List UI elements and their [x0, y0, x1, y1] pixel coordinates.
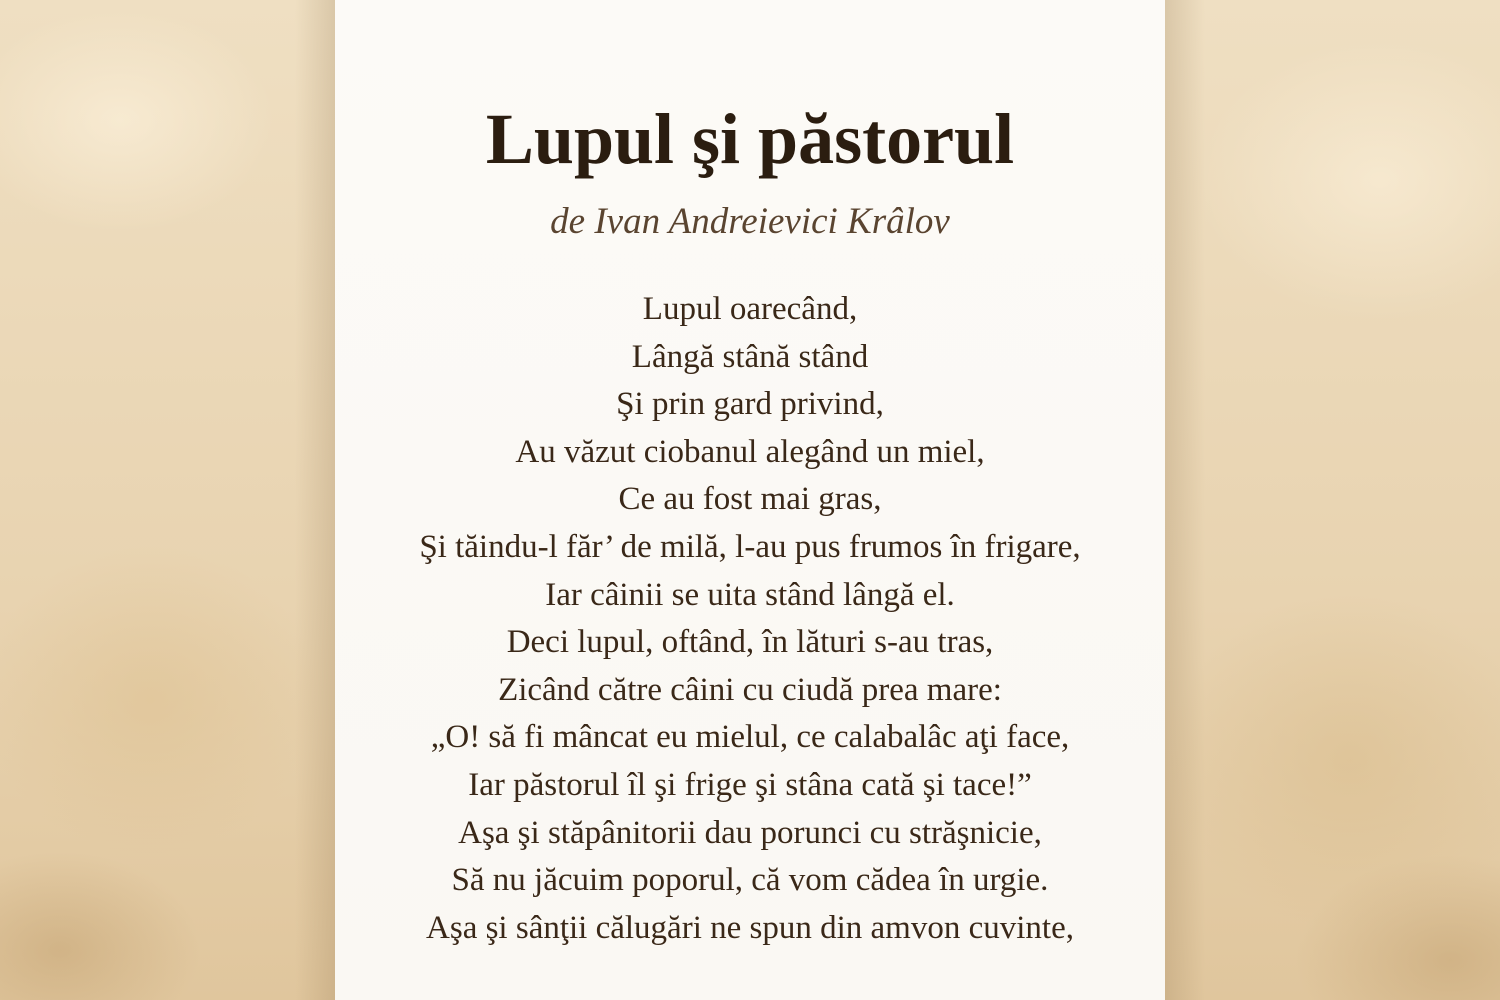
poem-line: Să nu jăcuim poporul, că vom cădea în urgie.	[451, 862, 1049, 899]
poem-line: Iar câinii se uita stând lângă el.	[545, 576, 955, 613]
poem-page	[335, 0, 1165, 1000]
poem-line: Iar păstorul îl şi frige şi stâna cată şi tace!”	[468, 766, 1032, 803]
poem-author: de Ivan Andreievici Krâlov	[550, 201, 950, 242]
page-shadow-left	[295, 0, 335, 1000]
poem-line: Zicând către câini cu ciudă prea mare:	[498, 671, 1002, 708]
poem-line: Au văzut ciobanul alegând un miel,	[515, 433, 985, 470]
poem-line: Şi tăindu-l făr’ de milă, l-au pus frumos în frigare,	[419, 528, 1081, 565]
poem-body	[375, 286, 1125, 952]
poem-line: Ce au fost mai gras,	[618, 481, 882, 518]
poem-line: Deci lupul, oftând, în lături s-au tras,	[506, 624, 994, 661]
poem-line: Aşa şi sânţii călugări ne spun din amvon cuvinte,	[426, 909, 1074, 946]
poem-line: Lupul oarecând,	[642, 291, 858, 327]
poem-line: Lângă stână stând	[631, 338, 869, 375]
page-shadow-right	[1165, 0, 1205, 1000]
poem-line: „O! să fi mâncat eu mielul, ce calabalâc aţi face,	[430, 719, 1070, 756]
poem-line: Şi prin gard privind,	[616, 386, 884, 423]
poem-line: Aşa şi stăpânitorii dau porunci cu străşnicie,	[458, 814, 1042, 851]
poem-title: Lupul şi păstorul	[485, 99, 1015, 179]
